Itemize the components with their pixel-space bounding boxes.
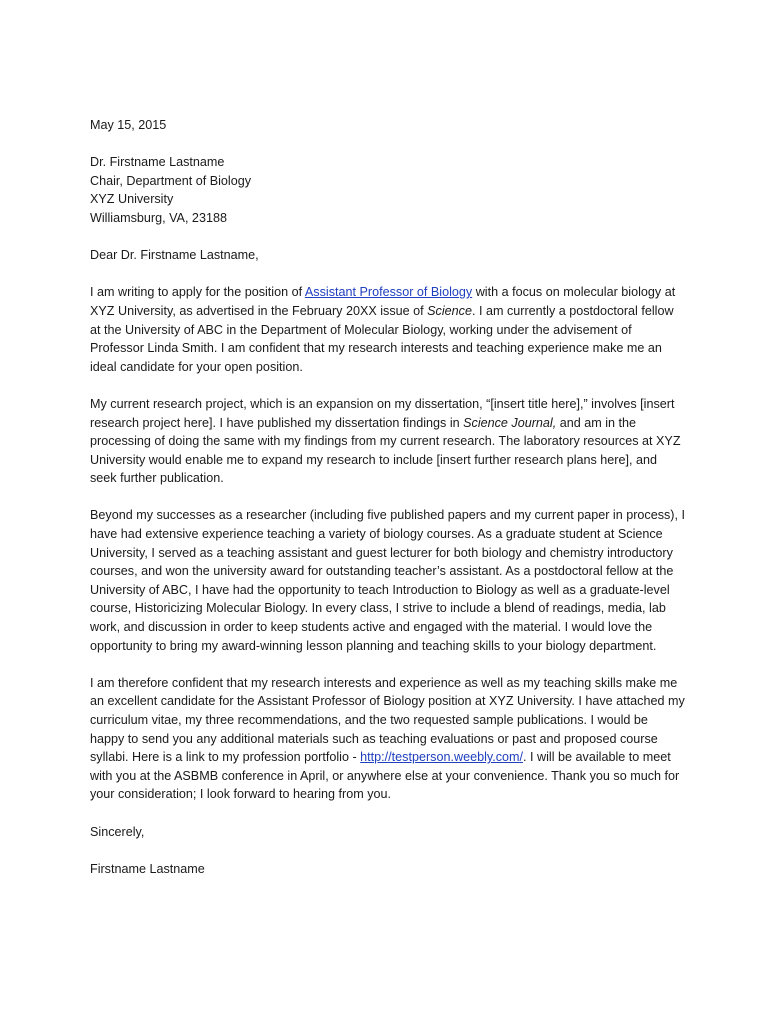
position-link[interactable]: Assistant Professor of Biology xyxy=(304,285,473,300)
signature: Firstname Lastname xyxy=(90,861,205,876)
recipient-block xyxy=(90,153,685,227)
paragraph-text: I am writing to apply for the position of xyxy=(90,285,305,300)
paragraph-conclusion xyxy=(90,674,685,804)
paragraph-text: My current research project, which is an expansion on my dissertation, “[insert title here],” involves [insert research project here]. I have published my dissertation findings in xyxy=(90,396,675,430)
portfolio-link[interactable]: http://testperson.weebly.com/ xyxy=(360,750,524,765)
paragraph-text: and am in the processing of doing the same with my findings from my current research. The laboratory resources at XYZ University would enable me to expand my research to include [insert further research plans here], and seek further publication. xyxy=(90,415,681,486)
recipient-address: Williamsburg, VA, 23188 xyxy=(90,210,227,225)
journal-title: Science xyxy=(427,303,472,318)
paragraph-research xyxy=(90,395,685,488)
salutation: Dear Dr. Firstname Lastname, xyxy=(90,248,259,263)
paragraph-text: . I will be available to meet with you at the ASBMB conference in April, or anywhere else at your convenience. Thank you so much for your consideration; I look forward to hearing from you. xyxy=(90,750,680,802)
paragraph-intro xyxy=(90,283,685,376)
paragraph-teaching: Beyond my successes as a researcher (including five published papers and my current paper in process), I have had extensive experience teaching a variety of biology courses. As a graduate student at Science University, I served as a teaching assistant and guest lecturer for both biology and chemistry introductory courses, and won the university award for outstanding teacher’s assistant. As a postdoctoral fellow at the University of ABC, I have had the opportunity to teach Introduction to Biology as well as a graduate-level course, Historicizing Molecular Biology. In every class, I strive to include a blend of readings, media, lab work, and discussion in order to keep students active and engaged with the material. I would love the opportunity to bring my award-winning lesson planning and teaching skills to your biology department. xyxy=(90,508,685,653)
cover-letter xyxy=(90,116,685,878)
paragraph-text: I am therefore confident that my research interests and experience as well as my teaching skills make me an excellent candidate for the Assistant Professor of Biology position at XYZ University. I have attached my curriculum vitae, my three recommendations, and the two requested sample publications. I would be happy to send you any additional materials such as teaching evaluations or past and proposed course syllabi. Here is a link to my profession portfolio - xyxy=(90,675,685,765)
paragraph-text: . I am currently a postdoctoral fellow at the University of ABC in the Department of Molecular Biology, working under the advisement of Professor Linda Smith. I am confident that my research interests and teaching experience make me an ideal candidate for your open position. xyxy=(90,303,674,374)
closing: Sincerely, xyxy=(90,824,145,839)
recipient-organization: XYZ University xyxy=(90,192,174,207)
paragraph-text: with a focus on molecular biology at XYZ University, as advertised in the February 20XX issue of xyxy=(90,285,676,318)
recipient-title: Chair, Department of Biology xyxy=(90,173,252,188)
letter-date: May 15, 2015 xyxy=(90,118,167,132)
journal-title: Science Journal, xyxy=(463,415,557,430)
recipient-name: Dr. Firstname Lastname xyxy=(90,155,225,170)
